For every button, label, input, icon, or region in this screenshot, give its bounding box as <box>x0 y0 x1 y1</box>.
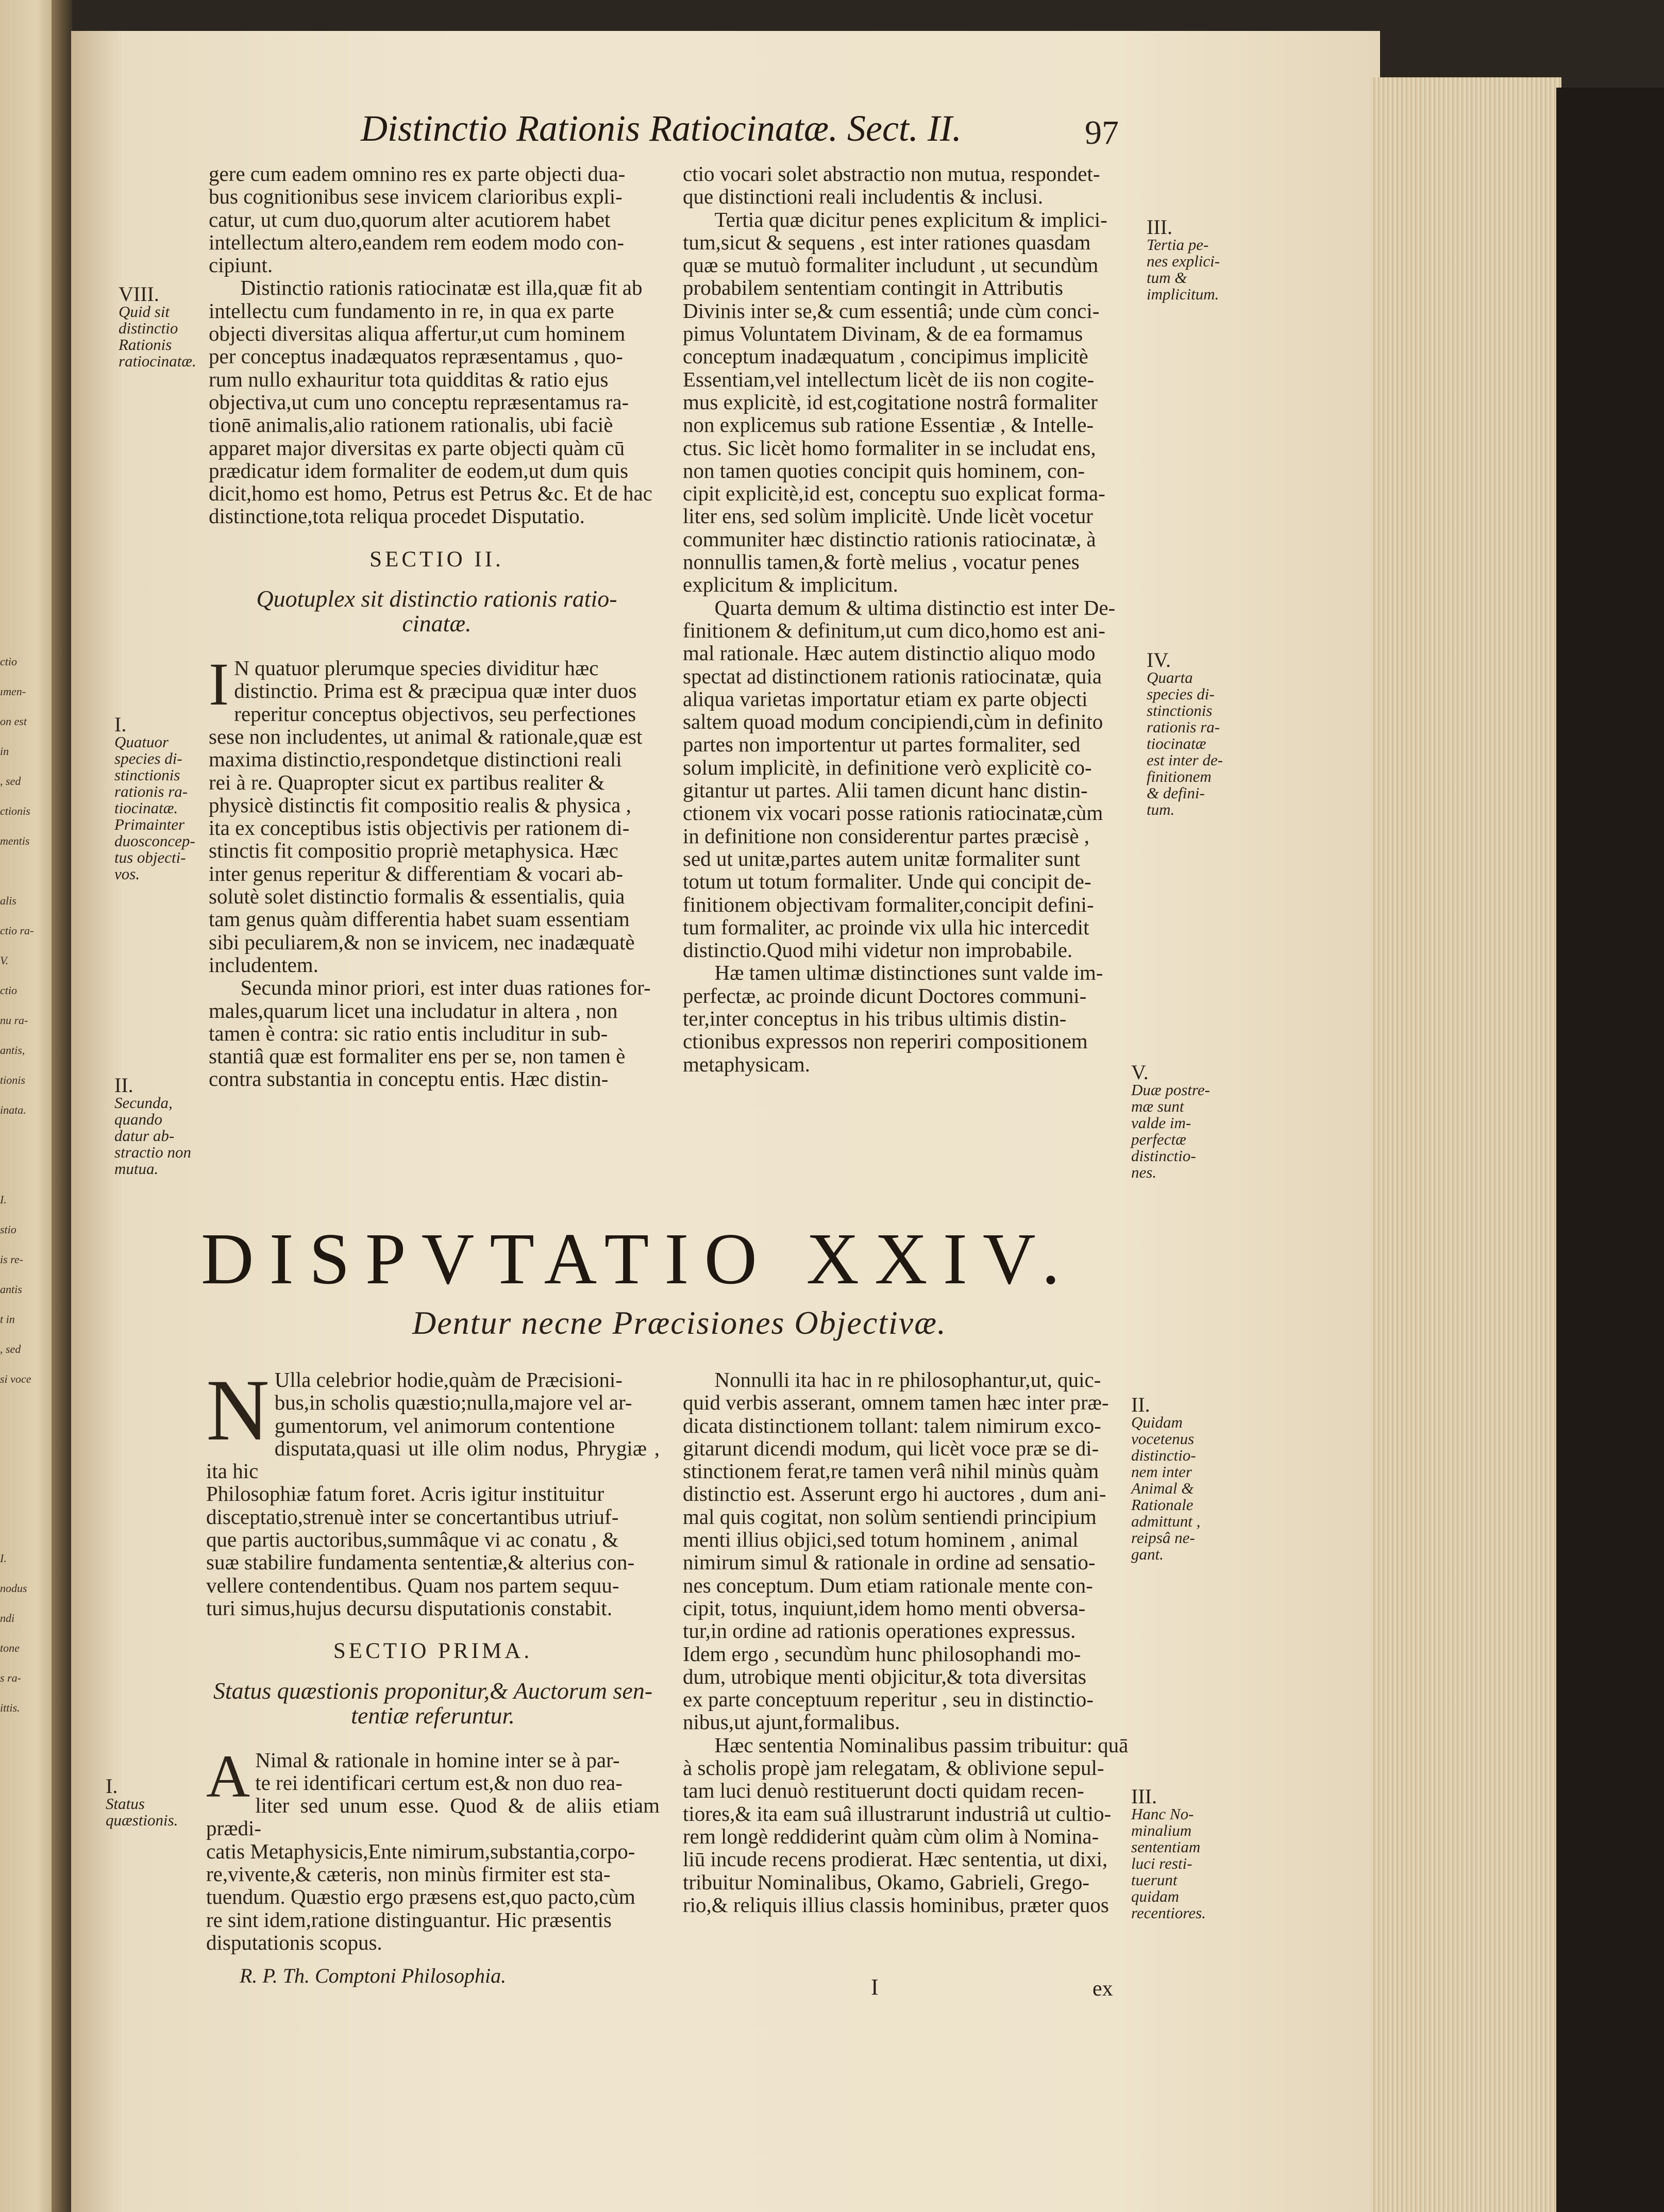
text-line: intellectum altero,eandem rem eodem modo con- <box>209 230 625 254</box>
left-page-fragment: ctio <box>0 655 17 668</box>
left-page-fragment: , sed <box>0 1343 21 1355</box>
text-line: probabilem sententiam contingit in Attributis <box>683 276 1063 300</box>
background-shadow <box>1556 88 1664 2212</box>
section-heading-ii: SECTIO II. <box>369 547 504 572</box>
text-line: mal rationale. Hæc autem distinctio aliquo modo <box>683 641 1096 665</box>
drop-cap-i: I <box>209 650 229 718</box>
text-line: Hæc sententia Nominalibus passim tribuitur: quā <box>714 1733 1129 1757</box>
margin-note-line: valde im- <box>1131 1114 1191 1132</box>
text-line: rio,& reliquis illius classis hominibus, præter quos <box>683 1892 1109 1917</box>
text-line: distinctio est. Asserunt ergo hi auctores , dum ani- <box>683 1482 1106 1506</box>
text-line: sibi peculiarem,& non se invicem, nec inadæquatè <box>209 930 635 954</box>
text-line: in definitione non considerentur partes præcisè , <box>683 824 1090 848</box>
disputatio-title: DISPVTATIO XXIV. <box>201 1218 1075 1299</box>
paragraph-nonnulli <box>683 1368 1136 1734</box>
section-title-prima <box>206 1679 660 1728</box>
text-line: nibus,ut ajunt,formalibus. <box>683 1710 900 1734</box>
margin-note-line: stinctionis <box>114 766 180 784</box>
margin-note-line: distinctio <box>119 319 178 337</box>
margin-note-line: Duæ postre- <box>1131 1081 1210 1099</box>
text-line: liter ens, sed solùm implicitè. Unde licèt vocetur <box>683 504 1093 528</box>
text-line: Ulla celebrior hodie,quàm de Præcisioni- <box>274 1368 623 1392</box>
margin-note-number: I. <box>106 1774 118 1798</box>
left-page-fragment: , sed <box>0 775 21 787</box>
paragraph-hae-tamen <box>683 961 1139 1075</box>
margin-note-line: tuerunt <box>1131 1871 1178 1889</box>
margin-note-ii <box>114 1074 202 1178</box>
section-heading-prima: SECTIO PRIMA. <box>333 1639 533 1664</box>
text-line: Quarta demum & ultima distinctio est inter De- <box>714 595 1116 619</box>
margin-note-line: Tertia pe- <box>1147 236 1209 254</box>
paragraph-nulla-text <box>206 1362 660 1620</box>
margin-note-line: species di- <box>1147 685 1215 703</box>
margin-note-line: rationis ra- <box>114 782 188 800</box>
signature-line: R. P. Th. Comptoni Philosophia. <box>240 1964 507 1987</box>
margin-note-line: minalium <box>1131 1821 1192 1839</box>
margin-note-line: sententiam <box>1131 1838 1201 1856</box>
text-line: Philosophiæ fatum foret. Acris igitur instituitur <box>206 1482 604 1506</box>
text-line: turi simus,hujus decursu disputationis constabit. <box>206 1596 613 1620</box>
text-line: distinctio. Prima est & præcipua quæ inter duos <box>234 679 637 703</box>
text-line: tamen è contra: sic ratio entis includitur in sub- <box>209 1021 608 1045</box>
left-page-fragment: antis, <box>0 1044 25 1057</box>
text-line: re sint idem,ratione distinguantur. Hic præsentis <box>206 1907 612 1932</box>
left-page-fragment: is re- <box>0 1253 24 1266</box>
text-line: liū incude recens prodierat. Hæc sententia, ut dixi, <box>683 1847 1108 1871</box>
text-line: tam luci denuò restituerunt docti quidam recen- <box>683 1779 1084 1803</box>
margin-note-i <box>114 713 202 883</box>
margin-note-line: recentiores. <box>1131 1904 1206 1922</box>
text-line: Nimal & rationale in homine inter se à par- <box>255 1748 620 1772</box>
margin-note-line: distinctio- <box>1131 1446 1196 1464</box>
text-line: pimus Voluntatem Divinam, & de ea formamus <box>683 322 1083 346</box>
margin-note-v <box>1131 1061 1245 1181</box>
text-line: catur, ut cum duo,quorum alter acutiorem habet <box>209 207 611 231</box>
text-line: reperitur conceptus objectivos, seu perfectiones <box>234 701 636 726</box>
text-line: distinctio.Quod mihi videtur non improbabile. <box>683 938 1073 962</box>
text-line: que partis auctoribus,summâque vi ac conatu , & <box>206 1528 619 1552</box>
margin-note-line: est inter de- <box>1147 751 1223 769</box>
text-line: quid verbis asserant, omnem tamen hæc inter præ- <box>683 1390 1109 1415</box>
drop-cap-n: N <box>206 1362 270 1459</box>
paragraph-quatuor-text <box>209 650 643 977</box>
margin-note-line: gant. <box>1131 1545 1164 1563</box>
text-line: suæ stabilire fundamenta sententiæ,& alterius con- <box>206 1550 635 1574</box>
margin-note-number: V. <box>1131 1061 1149 1084</box>
page-edges <box>1371 77 1561 2212</box>
text-line: menti illius objici,sed totum hominem , animal <box>683 1528 1079 1552</box>
text-line: gere cum eadem omnino res ex parte objecti dua- <box>209 162 626 186</box>
text-line: conceptum inadæquatum , concipimus implicitè <box>683 344 1088 368</box>
margin-note-line: nes. <box>1131 1163 1157 1181</box>
text-line: ctio vocari solet abstractio non mutua, respondet- <box>683 162 1100 186</box>
text-line: Essentiam,vel intellectum licèt de iis non cogite- <box>683 367 1095 391</box>
text-line: nimirum simul & rationale in ordine ad sensatio- <box>683 1550 1096 1574</box>
margin-note-line: tus objecti- <box>114 848 186 866</box>
upper-right-column <box>683 162 1139 1076</box>
margin-note-line: species di- <box>114 749 182 767</box>
margin-note-line: reipsâ ne- <box>1131 1529 1195 1547</box>
paragraph-nulla-celebrior <box>206 1362 660 1620</box>
text-line: tiores,& ita eam suâ illustrarunt industriâ ut cultio- <box>683 1801 1112 1825</box>
text-line: tam genus quàm differentia habet suam essentiam <box>209 907 630 931</box>
text-line: cipit explicitè,id est, conceptu suo explicat forma- <box>683 481 1105 506</box>
left-page-fragment: I. <box>0 1552 7 1565</box>
left-page-fragment: ittis. <box>0 1701 20 1714</box>
text-line: distinctione,tota reliqua procedet Disputatio. <box>209 504 585 528</box>
text-line: intellectu cum fundamento in re, in qua ex parte <box>209 298 614 323</box>
left-page-fragment: t in <box>0 1313 15 1326</box>
margin-note-line: Quidam <box>1131 1413 1183 1431</box>
left-page-fragment: alis <box>0 894 16 907</box>
margin-note-line: ratiocinatæ. <box>119 352 196 370</box>
text-line: tum,sicut & sequens , est inter rationes quasdam <box>683 230 1091 254</box>
text-line: ctus. Sic licèt homo formaliter in se includat ens, <box>683 435 1096 460</box>
text-line: ctionem vix vocari posse rationis ratiocinatæ,cùm <box>683 801 1103 825</box>
margin-note-number: I. <box>114 713 127 736</box>
text-line: stantiâ quæ est formaliter ens per se, non tamen è <box>209 1044 626 1068</box>
text-line: ex parte conceptuum reperitur , seu in distinctio- <box>683 1687 1094 1712</box>
text-line: que distinctioni reali includentis & inclusi. <box>683 185 1044 209</box>
text-line: tum formaliter, ac proinde vix ulla hic intercedit <box>683 915 1089 939</box>
text-line: tribuitur Nominalibus, Okamo, Gabrieli, Grego- <box>683 1870 1090 1894</box>
margin-note-line: luci resti- <box>1131 1854 1192 1872</box>
text-line: objectiva,ut cum uno conceptu repræsentamus ra- <box>209 390 629 414</box>
margin-note-line: Hanc No- <box>1131 1805 1194 1823</box>
text-line: perfectæ, ac proinde dicunt Doctores communi- <box>683 983 1087 1008</box>
margin-note-number: II. <box>114 1074 133 1097</box>
left-page-fragment: antis <box>0 1283 22 1296</box>
paragraph-distinctio-ratiocinata <box>209 276 665 527</box>
text-line: nonnullis tamen,& fortè melius , vocatur penes <box>683 550 1080 574</box>
margin-note-line: tiocinatæ <box>1147 734 1206 752</box>
text-line: cipiunt. <box>209 253 273 277</box>
text-line: disputata,quasi ut ille olim nodus, Phrygiæ , ita hic <box>206 1436 660 1483</box>
paragraph-abstractio <box>683 162 1139 208</box>
margin-note-iv <box>1147 648 1250 818</box>
text-line: mus explicitè, id est,cogitatione nostrâ formaliter <box>683 390 1098 414</box>
margin-note-line: tum. <box>1147 800 1175 818</box>
text-line: dum, utrobique menti objicitur,& tota diversitas <box>683 1664 1086 1688</box>
text-line: gumentorum, vel animorum contentione <box>274 1413 615 1437</box>
margin-note-line: stinctionis <box>1147 701 1213 719</box>
margin-note-line: finitionem <box>1147 767 1212 785</box>
margin-note-line: duosconcep- <box>114 832 195 850</box>
paragraph-secunda <box>209 976 665 1090</box>
margin-note-line: & defini- <box>1147 784 1205 802</box>
margin-note-line: quidam <box>1131 1887 1179 1905</box>
margin-note-line: mæ sunt <box>1131 1097 1184 1115</box>
margin-note-line: tum & <box>1147 269 1187 287</box>
text-line: liter sed unum esse. Quod & de aliis etiam prædi- <box>206 1794 660 1840</box>
text-line: physicè distinctis fit compositio realis & physica , <box>209 793 631 817</box>
text-line: re,vivente,& cæteris, non minùs firmiter est sta- <box>206 1862 611 1886</box>
text-line: per conceptus inadæquatos repræsentamus , quo- <box>209 344 623 368</box>
margin-note-line: Rationale <box>1131 1496 1194 1514</box>
signature-mark: I <box>871 1974 879 2000</box>
text-line: Secunda minor priori, est inter duas rationes for- <box>240 976 651 1000</box>
margin-note-disputatio-iii <box>1131 1785 1245 1922</box>
margin-note-line: Rationis <box>119 336 172 354</box>
text-line: catis Metaphysicis,Ente nimirum,substantia,corpo- <box>206 1839 635 1863</box>
text-line: nes conceptum. Dum etiam rationale mente con- <box>683 1573 1093 1597</box>
left-page-fragment: mentis <box>0 834 30 847</box>
margin-note-number: VIII. <box>119 282 159 306</box>
text-line: objecti diversitas aliqua affertur,ut cum hominem <box>209 322 626 346</box>
text-line: Divinis inter se,& cum essentiâ; unde cùm conci- <box>683 298 1100 323</box>
text-line: cinatæ. <box>402 610 472 637</box>
paragraph-haec-sententia <box>683 1734 1136 1916</box>
margin-note-line: rationis ra- <box>1147 718 1220 736</box>
text-line: quæ se mutuò formaliter includunt , ut secundùm <box>683 253 1099 277</box>
margin-note-line: Status <box>106 1795 145 1813</box>
text-line: disceptatio,strenuè inter se concertantibus utriuf- <box>206 1504 619 1529</box>
text-line: tentiæ referuntur. <box>351 1702 515 1729</box>
left-page-fragment: stio <box>0 1223 16 1236</box>
disputatio-subtitle: Dentur necne Præcisiones Objectivæ. <box>412 1304 947 1341</box>
text-line: tur,in ordine ad rationis operationes expressus. <box>683 1619 1076 1643</box>
margin-note-iii <box>1147 215 1250 303</box>
text-line: Hæ tamen ultimæ distinctiones sunt valde im- <box>714 961 1103 985</box>
margin-note-status-i <box>106 1774 198 1829</box>
text-line: tuendum. Quæstio ergo præsens est,quo pacto,cùm <box>206 1885 635 1909</box>
text-line: spectat ad distinctionem rationis ratiocinatæ, quia <box>683 664 1102 688</box>
running-head: Distinctio Rationis Ratiocinatæ. Sect. II. <box>361 108 962 149</box>
page-number: 97 <box>1085 114 1119 152</box>
upper-left-column <box>209 162 665 1091</box>
text-line: partes non importentur ut partes formaliter, sed <box>683 732 1081 757</box>
margin-note-line: distinctio- <box>1131 1147 1196 1165</box>
text-line: bus cognitionibus sese invicem clarioribus expli- <box>209 185 623 209</box>
text-line: includentem. <box>209 952 318 977</box>
text-line: bus,in scholis quæstio;nulla,majore vel ar- <box>274 1390 632 1415</box>
margin-note-number: IV. <box>1147 648 1171 672</box>
left-page-fragment: inata. <box>0 1103 26 1116</box>
left-page-fragment: ctio ra- <box>0 924 34 937</box>
paragraph-animal-text <box>206 1742 660 1954</box>
left-page-fragment: si voce <box>0 1372 31 1385</box>
text-line: disputationis scopus. <box>206 1930 382 1954</box>
margin-note-disputatio-ii <box>1131 1393 1245 1563</box>
text-line: finitionem objectivam formaliter,concipit defini- <box>683 892 1094 916</box>
text-line: ita ex conceptibus istis objectivis per rationem di- <box>209 816 630 840</box>
text-line: gitantur ut partes. Alii tamen dicunt hanc distin- <box>683 778 1088 802</box>
margin-note-line: nes explici- <box>1147 252 1220 270</box>
left-page-fragment: nu ra- <box>0 1014 28 1027</box>
left-page-fragment: ndi <box>0 1612 15 1624</box>
margin-note-line: Quatuor <box>114 733 169 751</box>
text-line: solutè solet distinctio formalis & essentialis, quia <box>209 884 625 909</box>
margin-note-number: III. <box>1131 1785 1157 1808</box>
text-line: Distinctio rationis ratiocinatæ est illa,quæ fit ab <box>240 276 643 300</box>
margin-note-line: Secunda, <box>114 1094 173 1112</box>
text-line: communiter hæc distinctio rationis ratiocinatæ, à <box>683 527 1096 551</box>
left-page-fragment: I. <box>0 1193 7 1206</box>
text-line: prædicatur idem formaliter de eodem,ut dum quis <box>209 458 629 482</box>
left-page-fragment: ctio <box>0 984 17 997</box>
margin-note-line: Quid sit <box>119 303 170 321</box>
text-line: ter,inter conceptus in his tribus ultimis distin- <box>683 1006 1067 1030</box>
paragraph-continuation <box>209 162 665 276</box>
text-line: Tertia quæ dicitur penes explicitum & implici- <box>714 207 1107 231</box>
text-line: maxima distinctio,respondetque distinctioni reali <box>209 747 622 772</box>
margin-note-line: admittunt , <box>1131 1512 1201 1530</box>
text-line: Quotuplex sit distinctio rationis ratio- <box>256 585 617 612</box>
paragraph-animal-rationale <box>206 1742 660 1954</box>
lower-left-column <box>206 1362 660 1954</box>
text-line: non explicemus sub ratione Essentiæ , & Intelle- <box>683 413 1094 437</box>
text-line: finitionem & definitum,ut cum dico,homo est ani- <box>683 618 1105 642</box>
left-page-fragment: V. <box>0 954 9 967</box>
text-line: Nonnulli ita hac in re philosophantur,ut, quic- <box>714 1368 1101 1392</box>
margin-note-line: datur ab- <box>114 1127 175 1145</box>
left-page-fragment: on est <box>0 715 27 728</box>
margin-note-line: Quarta <box>1147 668 1193 686</box>
margin-note-line: implicitum. <box>1147 285 1219 303</box>
lower-right-column <box>683 1368 1136 1916</box>
text-line: rei à re. Quapropter sicut ex partibus realiter & <box>209 770 605 794</box>
text-line: aliqua varietas importatur etiam ex parte objecti <box>683 686 1088 711</box>
margin-note-line: nem inter <box>1131 1463 1192 1481</box>
text-line: stinctis fit compositio propriè metaphysica. Hæc <box>209 839 618 863</box>
text-line: ctionibus expressos non reperiri compositionem <box>683 1029 1088 1053</box>
book-gutter <box>52 0 72 2212</box>
text-line: dicata distinctionem tollant: talem nimirum exco- <box>683 1413 1101 1437</box>
text-line: contra substantia in conceptu entis. Hæc distin- <box>209 1067 609 1091</box>
text-line: explicitum & implicitum. <box>683 573 898 597</box>
margin-note-number: III. <box>1147 215 1172 239</box>
text-line: tionē animalis,alio rationem rationalis, ubi faciè <box>209 413 613 437</box>
text-line: non tamen quoties concipit quis hominem, con- <box>683 458 1085 482</box>
margin-note-line: mutua. <box>114 1160 159 1178</box>
text-line: inter genus reperitur & differentiam & vocari ab- <box>209 861 624 885</box>
left-page-fragment: tone <box>0 1641 20 1654</box>
text-line: stinctionem ferat,re tamen verâ nihil minùs quàm <box>683 1459 1099 1483</box>
text-line: males,quarum licet una includatur in altera , non <box>209 998 618 1023</box>
margin-note-number: II. <box>1131 1393 1150 1416</box>
left-page-fragment: s ra- <box>0 1671 21 1684</box>
text-line: vellere contendentibus. Quam nos partem sequu- <box>206 1573 619 1597</box>
left-page-fragment: ctionis <box>0 805 30 817</box>
left-page-fragment: tionis <box>0 1074 25 1086</box>
text-line: rum nullo exhauritur tota quidditas & ratio ejus <box>209 367 609 391</box>
text-line: cipit, totus, inquiunt,idem homo menti obversa- <box>683 1596 1086 1620</box>
text-line: N quatuor plerumque species dividitur hæc <box>234 656 599 680</box>
text-line: totum ut totum formaliter. Unde qui concipit de- <box>683 869 1091 894</box>
margin-note-line: quæstionis. <box>106 1811 178 1829</box>
margin-note-line: stractio non <box>114 1143 191 1161</box>
catchword: ex <box>1092 1977 1113 2001</box>
left-page-fragment: in <box>0 745 9 758</box>
margin-note-line: Animal & <box>1131 1479 1194 1497</box>
paragraph-tertia <box>683 208 1139 596</box>
drop-cap-a: A <box>206 1742 250 1810</box>
paragraph-quarta <box>683 596 1139 962</box>
margin-note-line: Primainter <box>114 815 185 833</box>
margin-note-line: perfectæ <box>1131 1130 1186 1148</box>
text-line: Idem ergo , secundùm hunc philosophandi mo- <box>683 1641 1081 1666</box>
text-line: à scholis propè jam relegatam, & oblivione sepul- <box>683 1756 1104 1780</box>
margin-note-line: vocetenus <box>1131 1430 1195 1448</box>
left-page-fragment: ımen- <box>0 685 26 698</box>
margin-note-line: quando <box>114 1110 162 1128</box>
margin-note-line: tiocinatæ. <box>114 799 178 817</box>
text-line: metaphysicam. <box>683 1052 811 1076</box>
text-line: sese non includentes, ut animal & rationale,quæ est <box>209 724 643 748</box>
paragraph-quatuor-species <box>209 650 665 977</box>
text-line: dicit,homo est homo, Petrus est Petrus &c. Et de hac <box>209 481 652 506</box>
text-line: Status quæstionis proponitur,& Auctorum sen- <box>213 1677 653 1704</box>
left-page-fragment: nodus <box>0 1582 27 1595</box>
text-line: saltem quoad modum concipiendi,cùm in definito <box>683 710 1103 734</box>
text-line: apparet major diversitas ex parte objecti quàm cū <box>209 435 625 460</box>
text-line: mal quis cogitat, non solùm sentiendi principium <box>683 1504 1097 1529</box>
text-line: solum implicitè, in definitione verò explicitè co- <box>683 755 1092 779</box>
text-line: te rei identificari certum est,& non duo rea- <box>255 1770 623 1795</box>
text-line: rem longè reddiderint quàm cùm olim à Nomina- <box>683 1824 1099 1848</box>
margin-note-viii <box>119 282 204 370</box>
text-line: sed ut unitæ,partes autem unitæ formaliter sunt <box>683 846 1080 870</box>
section-title-ii <box>209 586 665 636</box>
margin-note-line: vos. <box>114 865 140 883</box>
text-line: gitarunt dicendi modum, qui licèt voce præ se di- <box>683 1436 1099 1460</box>
